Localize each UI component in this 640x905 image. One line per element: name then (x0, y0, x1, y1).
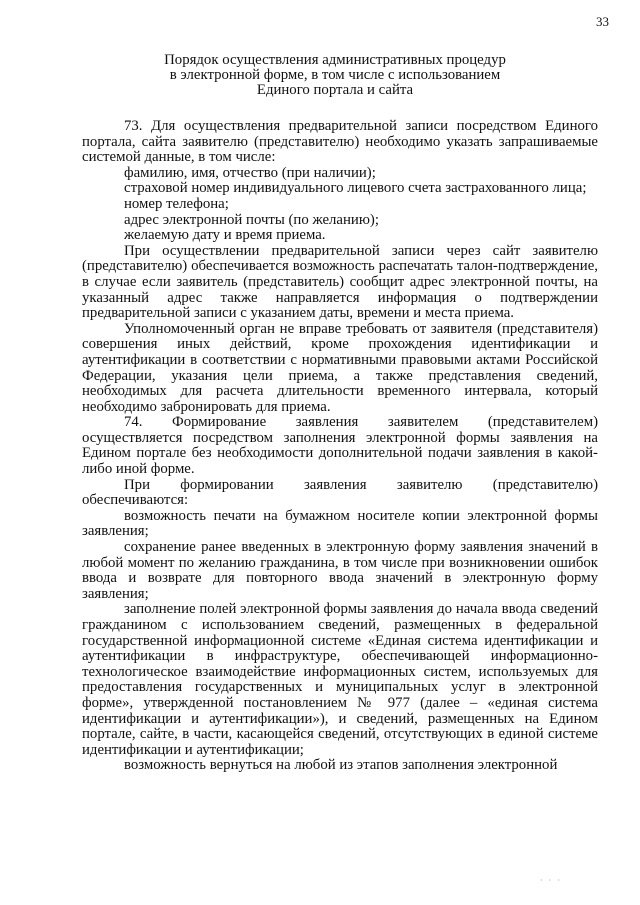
document-body (82, 119, 598, 774)
paragraph-forming-intro: При формировании заявления заявителю (представителю) обеспечиваются: (82, 476, 598, 509)
section-title-line-3: Единого портала и сайта (256, 82, 414, 98)
list-item-date-time: желаемую дату и время приема. (124, 227, 326, 244)
page-number: 33 (596, 14, 609, 29)
list-item-name: фамилию, имя, отчество (при наличии); (124, 164, 376, 181)
scan-artifact-dots: · · · (540, 876, 562, 885)
paragraph-prefill-fields: заполнение полей электронной формы заявления до начала ввода сведений гражданином с использованием сведений, размещенных в федеральной государственной информационной системе «Единая система идентификации и аутентификации в инфраструктуре, обеспечивающей информационно-технологическое взаимодействие информационных систем, используемых для предоставления государственных и муниципальных услуг в электронной форме», утвержденной постановлением № 977 (далее – «единая система идентификации и аутентификации»), и сведений, размещенных на Едином портале, сайте, в части, касающейся сведений, отсутствующих в единой системе идентификации и аутентификации; (82, 601, 598, 758)
paragraph-73: 73. Для осуществления предварительной записи посредством Единого портала, сайта заявителю (представителю) необходимо указать запрашиваемые системой данные, в том числе: (82, 118, 598, 166)
paragraph-authority-restriction: Уполномоченный орган не вправе требовать от заявителя (представителя) совершения иных действий, кроме прохождения идентификации и аутентификации в соответствии с нормативными правовыми актами Российской Федерации, указания цели приема, а также представления сведений, необходимых для расчета длительности временного интервала, который необходимо забронировать для приема. (82, 320, 598, 415)
section-title-line-1: Порядок осуществления административных процедур (164, 52, 506, 68)
paragraph-save-values: сохранение ранее введенных в электронную форму заявления значений в любой момент по желанию гражданина, в том числе при возникновении ошибок ввода и возврате для повторного ввода значений в электронную форму заявления; (82, 539, 598, 602)
paragraph-return-to-step: возможность вернуться на любой из этапов заполнения электронной (124, 757, 558, 774)
paragraph-74: 74. Формирование заявления заявителем (представителем) осуществляется посредством заполнения электронной формы заявления на Едином портале без необходимости дополнительной подачи заявления в какой-либо иной форме. (82, 414, 598, 478)
paragraph-print-copy: возможность печати на бумажном носителе копии электронной формы заявления; (82, 507, 598, 540)
list-item-phone: номер телефона; (124, 195, 229, 212)
list-item-snils: страховой номер индивидуального лицевого счета застрахованного лица; (124, 180, 587, 197)
section-title (70, 53, 600, 98)
list-item-email: адрес электронной почты (по желанию); (124, 211, 379, 228)
section-title-line-2: в электронной форме, в том числе с использованием (169, 67, 501, 83)
paragraph-site-booking: При осуществлении предварительной записи через сайт заявителю (представителю) обеспечивается возможность распечатать талон-подтверждение, в случае если заявитель (представитель) сообщит адрес электронной почты, на указанный адрес также направляется информация о подтверждении предварительной записи с указанием даты, времени и места приема. (82, 242, 598, 322)
